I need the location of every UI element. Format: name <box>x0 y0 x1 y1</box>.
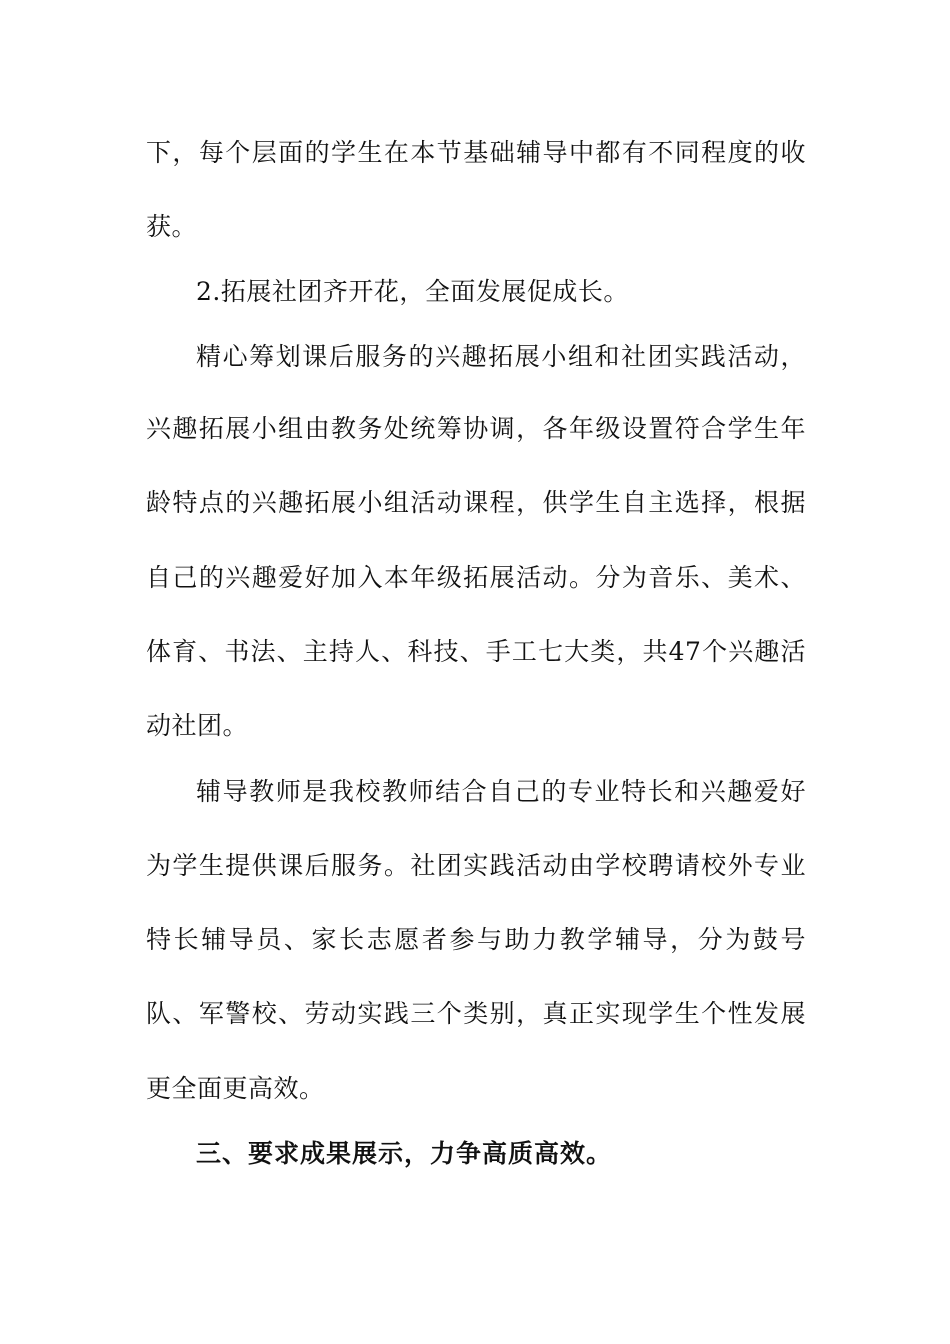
section-heading: 三、要求成果展示，力争高质高效。 <box>196 1139 613 1168</box>
text-line: 辅导教师是我校教师结合自己的专业特长和兴趣爱好 <box>196 777 806 806</box>
text-line: 为学生提供课后服务。社团实践活动由学校聘请校外专业 <box>146 851 806 880</box>
text-line: 获。 <box>146 212 198 241</box>
text-line: 更全面更高效。 <box>146 1074 325 1103</box>
section-subheading: 2.拓展社团齐开花，全面发展促成长。 <box>196 277 629 306</box>
text-line: 特长辅导员、家长志愿者参与助力教学辅导，分为鼓号 <box>146 925 806 954</box>
text-line: 自己的兴趣爱好加入本年级拓展活动。分为音乐、美术、 <box>146 563 806 592</box>
text-line: 龄特点的兴趣拓展小组活动课程，供学生自主选择，根据 <box>146 488 806 517</box>
text-line: 体育、书法、主持人、科技、手工七大类，共47个兴趣活 <box>146 637 806 666</box>
text-line: 精心筹划课后服务的兴趣拓展小组和社团实践活动， <box>196 342 806 371</box>
text-line: 下，每个层面的学生在本节基础辅导中都有不同程度的收 <box>146 138 806 167</box>
text-line: 队、军警校、劳动实践三个类别，真正实现学生个性发展 <box>146 999 806 1028</box>
text-line: 动社团。 <box>146 711 249 740</box>
text-line: 兴趣拓展小组由教务处统筹协调，各年级设置符合学生年 <box>146 414 806 443</box>
